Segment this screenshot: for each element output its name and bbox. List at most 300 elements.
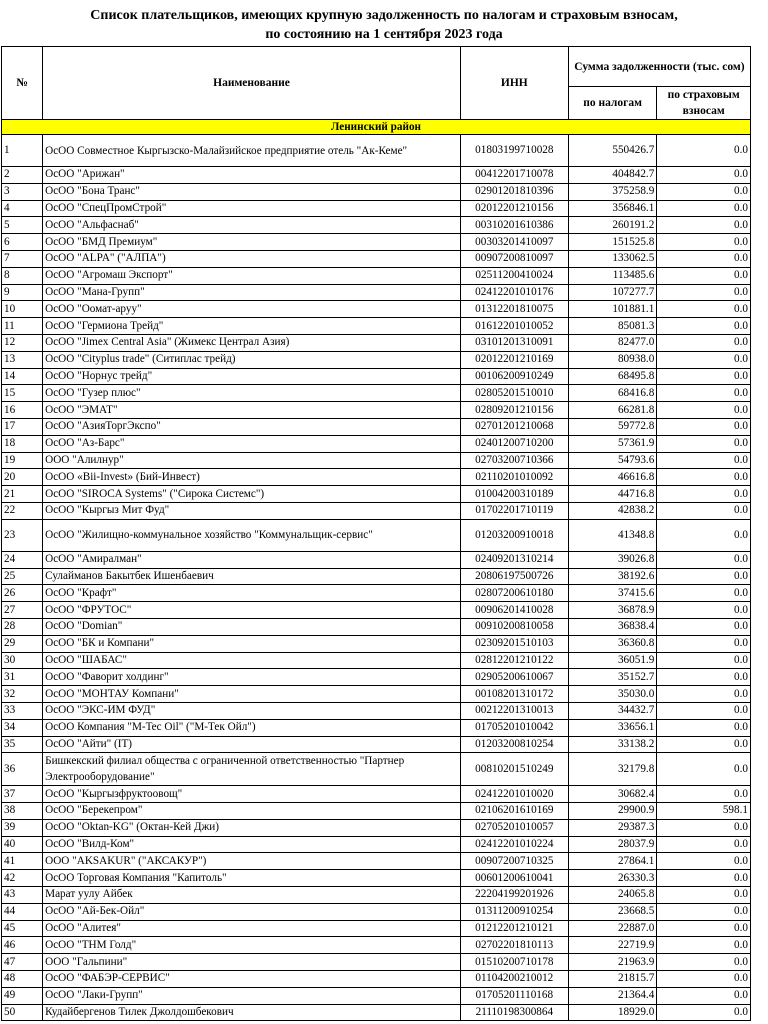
table-row (2, 652, 751, 669)
row-number: 36 (2, 753, 43, 786)
row-inn: 00412201710078 (460, 167, 568, 184)
row-name: ОсОО "Oktan-KG" (Октан-Кей Джи) (43, 819, 461, 836)
row-name: ОсОО "Фаворит холдинг" (43, 669, 461, 686)
row-inn: 02401200710200 (460, 435, 568, 452)
row-name: ОсОО "Jimex Central Asia" (Жимекс Централ Азия) (43, 334, 461, 351)
row-name: ОсОО "ШАБАС" (43, 652, 461, 669)
row-number: 50 (2, 1004, 43, 1021)
row-number: 28 (2, 618, 43, 635)
row-number: 16 (2, 402, 43, 419)
table-row (2, 385, 751, 402)
table-row (2, 435, 751, 452)
row-inn: 01311200910254 (460, 903, 568, 920)
row-inn: 02701201210068 (460, 418, 568, 435)
row-name: ОсОО "Арижан" (43, 167, 461, 184)
row-insurance-debt: 0.0 (657, 819, 751, 836)
row-inn: 00907200710325 (460, 853, 568, 870)
row-tax-debt: 29387.3 (568, 819, 656, 836)
row-number: 5 (2, 217, 43, 234)
header-num: № (2, 47, 43, 120)
table-row (2, 887, 751, 904)
row-name: ОсОО "Мана-Групп" (43, 284, 461, 301)
table-row (2, 903, 751, 920)
row-inn: 01705201110168 (460, 987, 568, 1004)
row-tax-debt: 80938.0 (568, 351, 656, 368)
row-insurance-debt: 0.0 (657, 903, 751, 920)
row-tax-debt: 36878.9 (568, 602, 656, 619)
table-row (2, 602, 751, 619)
table-row (2, 803, 751, 820)
row-tax-debt: 36360.8 (568, 635, 656, 652)
row-insurance-debt: 0.0 (657, 686, 751, 703)
row-tax-debt: 375258.9 (568, 183, 656, 200)
row-name: ОсОО "ТНМ Голд" (43, 937, 461, 954)
table-row (2, 418, 751, 435)
row-tax-debt: 36838.4 (568, 618, 656, 635)
row-inn: 02106201610169 (460, 803, 568, 820)
row-number: 33 (2, 702, 43, 719)
table-row (2, 971, 751, 988)
table-body (2, 120, 751, 1021)
row-number: 25 (2, 568, 43, 585)
row-insurance-debt: 0.0 (657, 652, 751, 669)
row-name: ОсОО Совместное Кыргызско-Малайзийское предприятие отель "Ак-Кеме" (43, 135, 461, 167)
row-number: 31 (2, 669, 43, 686)
row-insurance-debt: 0.0 (657, 585, 751, 602)
row-name: ОсОО "Лаки-Групп" (43, 987, 461, 1004)
row-tax-debt: 82477.0 (568, 334, 656, 351)
table-row (2, 167, 751, 184)
row-insurance-debt: 0.0 (657, 836, 751, 853)
row-tax-debt: 42838.2 (568, 502, 656, 519)
row-inn: 02412201010020 (460, 786, 568, 803)
row-inn: 00106200910249 (460, 368, 568, 385)
row-number: 35 (2, 736, 43, 753)
row-name: ОсОО "Cityplus trade" (Ситиплас трейд) (43, 351, 461, 368)
row-tax-debt: 33656.1 (568, 719, 656, 736)
row-tax-debt: 32179.8 (568, 753, 656, 786)
title-line-2: по состоянию на 1 сентября 2023 года (265, 27, 503, 42)
row-tax-debt: 101881.1 (568, 301, 656, 318)
row-tax-debt: 22887.0 (568, 920, 656, 937)
row-tax-debt: 28037.9 (568, 836, 656, 853)
row-tax-debt: 39026.8 (568, 551, 656, 568)
table-row (2, 486, 751, 503)
row-number: 7 (2, 250, 43, 267)
row-inn: 00212201310013 (460, 702, 568, 719)
table-row (2, 954, 751, 971)
title-line-1: Список плательщиков, имеющих крупную задолженность по налогам и страховым взносам, (90, 8, 678, 23)
row-number: 23 (2, 519, 43, 551)
row-name: ОсОО "Domian" (43, 618, 461, 635)
row-tax-debt: 107277.7 (568, 284, 656, 301)
row-name: ОсОО "Аз-Барс" (43, 435, 461, 452)
header-debt: Сумма задолженности (тыс. сом) (568, 47, 750, 87)
row-insurance-debt: 0.0 (657, 937, 751, 954)
row-number: 49 (2, 987, 43, 1004)
row-name: ОсОО "ФАБЭР-СЕРВИС" (43, 971, 461, 988)
row-insurance-debt: 0.0 (657, 368, 751, 385)
table-row (2, 920, 751, 937)
row-inn: 01004200310189 (460, 486, 568, 503)
row-tax-debt: 133062.5 (568, 250, 656, 267)
row-inn: 02110201010092 (460, 469, 568, 486)
row-tax-debt: 66281.8 (568, 402, 656, 419)
row-number: 20 (2, 469, 43, 486)
row-name: ОсОО "ALPA" ("АЛПА") (43, 250, 461, 267)
row-number: 19 (2, 452, 43, 469)
table-row (2, 853, 751, 870)
row-insurance-debt: 0.0 (657, 702, 751, 719)
row-tax-debt: 68495.8 (568, 368, 656, 385)
row-name: ОсОО "Альфаснаб" (43, 217, 461, 234)
row-inn: 00108201310172 (460, 686, 568, 703)
table-row (2, 301, 751, 318)
row-inn: 01203200810254 (460, 736, 568, 753)
row-name: ОсОО "АзияТоргЭкспо" (43, 418, 461, 435)
row-tax-debt: 29900.9 (568, 803, 656, 820)
row-number: 1 (2, 135, 43, 167)
row-insurance-debt: 0.0 (657, 519, 751, 551)
row-insurance-debt: 0.0 (657, 786, 751, 803)
row-insurance-debt: 0.0 (657, 267, 751, 284)
row-number: 21 (2, 486, 43, 503)
table-row (2, 217, 751, 234)
row-name: ОсОО Торговая Компания "Капитоль" (43, 870, 461, 887)
table-row (2, 200, 751, 217)
table-row (2, 234, 751, 251)
row-number: 40 (2, 836, 43, 853)
table-row (2, 568, 751, 585)
row-insurance-debt: 0.0 (657, 635, 751, 652)
row-name: ОсОО "SIROCA Systems" ("Сирока Системс") (43, 486, 461, 503)
table-row (2, 702, 751, 719)
row-tax-debt: 404842.7 (568, 167, 656, 184)
table-row (2, 267, 751, 284)
row-name: ОсОО "МОНТАУ Компани" (43, 686, 461, 703)
row-inn: 02705201010057 (460, 819, 568, 836)
row-name: ОсОО Компания "M-Tec Oil" ("М-Тек Ойл") (43, 719, 461, 736)
row-number: 14 (2, 368, 43, 385)
row-insurance-debt: 0.0 (657, 920, 751, 937)
row-insurance-debt: 0.0 (657, 234, 751, 251)
row-insurance-debt: 0.0 (657, 551, 751, 568)
row-name: ОсОО "Крафт" (43, 585, 461, 602)
table-row (2, 351, 751, 368)
row-tax-debt: 21815.7 (568, 971, 656, 988)
row-number: 10 (2, 301, 43, 318)
row-name: ОсОО "Жилищно-коммунальное хозяйство "Коммунальщик-сервис" (43, 519, 461, 551)
row-name: ОсОО "Алитея" (43, 920, 461, 937)
table-row (2, 753, 751, 786)
row-tax-debt: 36051.9 (568, 652, 656, 669)
row-inn: 02409201310214 (460, 551, 568, 568)
row-name: ОсОО «Bii-Invest» (Бий-Инвест) (43, 469, 461, 486)
row-insurance-debt: 0.0 (657, 987, 751, 1004)
row-name: ОсОО "Амиралман" (43, 551, 461, 568)
table-row (2, 334, 751, 351)
row-number: 22 (2, 502, 43, 519)
row-tax-debt: 27864.1 (568, 853, 656, 870)
row-name: ОсОО "Вилд-Ком" (43, 836, 461, 853)
row-insurance-debt: 0.0 (657, 167, 751, 184)
row-number: 12 (2, 334, 43, 351)
row-tax-debt: 35030.0 (568, 686, 656, 703)
table-row (2, 318, 751, 335)
table-row (2, 786, 751, 803)
row-insurance-debt: 0.0 (657, 719, 751, 736)
row-name: ООО "Гальпини" (43, 954, 461, 971)
row-insurance-debt: 0.0 (657, 853, 751, 870)
row-name: ОсОО "Гузер плюс" (43, 385, 461, 402)
row-inn: 01312201810075 (460, 301, 568, 318)
row-tax-debt: 37415.6 (568, 585, 656, 602)
row-number: 9 (2, 284, 43, 301)
row-inn: 02412201010224 (460, 836, 568, 853)
row-insurance-debt: 0.0 (657, 418, 751, 435)
row-number: 46 (2, 937, 43, 954)
row-inn: 00810201510249 (460, 753, 568, 786)
row-insurance-debt: 0.0 (657, 452, 751, 469)
row-number: 47 (2, 954, 43, 971)
row-number: 24 (2, 551, 43, 568)
row-insurance-debt: 598.1 (657, 803, 751, 820)
row-inn: 02901201810396 (460, 183, 568, 200)
row-tax-debt: 26330.3 (568, 870, 656, 887)
header-insurance: по страховым взносам (657, 87, 751, 120)
row-tax-debt: 38192.6 (568, 568, 656, 585)
row-tax-debt: 57361.9 (568, 435, 656, 452)
row-inn: 00906201410028 (460, 602, 568, 619)
row-name: ООО "AKSAKUR" ("АКСАКУР") (43, 853, 461, 870)
row-insurance-debt: 0.0 (657, 602, 751, 619)
row-name: ОсОО "Норнус трейд" (43, 368, 461, 385)
table-row (2, 469, 751, 486)
row-tax-debt: 21963.9 (568, 954, 656, 971)
row-insurance-debt: 0.0 (657, 402, 751, 419)
row-number: 15 (2, 385, 43, 402)
row-number: 8 (2, 267, 43, 284)
table-row (2, 836, 751, 853)
row-tax-debt: 23668.5 (568, 903, 656, 920)
row-insurance-debt: 0.0 (657, 1004, 751, 1021)
row-insurance-debt: 0.0 (657, 568, 751, 585)
row-tax-debt: 22719.9 (568, 937, 656, 954)
table-row (2, 987, 751, 1004)
table-header (2, 47, 751, 120)
table-row (2, 519, 751, 551)
row-inn: 01705201010042 (460, 719, 568, 736)
row-insurance-debt: 0.0 (657, 669, 751, 686)
row-tax-debt: 113485.6 (568, 267, 656, 284)
row-number: 44 (2, 903, 43, 920)
row-name: ОсОО "Кыргыз Мит Фуд" (43, 502, 461, 519)
row-number: 41 (2, 853, 43, 870)
row-name: ООО "Алилнур" (43, 452, 461, 469)
row-insurance-debt: 0.0 (657, 135, 751, 167)
district-row (2, 120, 751, 135)
row-insurance-debt: 0.0 (657, 351, 751, 368)
row-insurance-debt: 0.0 (657, 250, 751, 267)
row-number: 45 (2, 920, 43, 937)
row-insurance-debt: 0.0 (657, 887, 751, 904)
row-number: 43 (2, 887, 43, 904)
row-number: 3 (2, 183, 43, 200)
row-insurance-debt: 0.0 (657, 736, 751, 753)
table-row (2, 719, 751, 736)
row-insurance-debt: 0.0 (657, 301, 751, 318)
row-inn: 22204199201926 (460, 887, 568, 904)
table-row (2, 819, 751, 836)
row-inn: 01212201210121 (460, 920, 568, 937)
row-inn: 02309201510103 (460, 635, 568, 652)
row-insurance-debt: 0.0 (657, 954, 751, 971)
document-title (0, 0, 768, 46)
debtors-table (1, 46, 751, 1021)
row-number: 37 (2, 786, 43, 803)
row-name: ОсОО "СпецПромСтрой" (43, 200, 461, 217)
row-number: 48 (2, 971, 43, 988)
table-row (2, 551, 751, 568)
row-inn: 00910200810058 (460, 618, 568, 635)
row-tax-debt: 54793.6 (568, 452, 656, 469)
row-tax-debt: 356846.1 (568, 200, 656, 217)
row-inn: 03101201310091 (460, 334, 568, 351)
row-number: 32 (2, 686, 43, 703)
row-name: ОсОО "ЭМАТ" (43, 402, 461, 419)
row-number: 18 (2, 435, 43, 452)
row-number: 26 (2, 585, 43, 602)
row-name: ОсОО "Оомат-аруу" (43, 301, 461, 318)
row-inn: 01104200210012 (460, 971, 568, 988)
row-number: 17 (2, 418, 43, 435)
row-insurance-debt: 0.0 (657, 217, 751, 234)
row-name: ОсОО "БМД Премиум" (43, 234, 461, 251)
row-number: 13 (2, 351, 43, 368)
row-number: 2 (2, 167, 43, 184)
row-inn: 01203200910018 (460, 519, 568, 551)
row-number: 4 (2, 200, 43, 217)
row-name: Бишкекский филиал общества с ограниченной ответственностью "Партнер Электрооборудование" (43, 753, 461, 786)
row-tax-debt: 260191.2 (568, 217, 656, 234)
table-row (2, 402, 751, 419)
row-tax-debt: 151525.8 (568, 234, 656, 251)
table-row (2, 183, 751, 200)
row-insurance-debt: 0.0 (657, 469, 751, 486)
row-insurance-debt: 0.0 (657, 334, 751, 351)
row-name: ОсОО "Бона Транс" (43, 183, 461, 200)
row-inn: 01803199710028 (460, 135, 568, 167)
row-inn: 02807200610180 (460, 585, 568, 602)
row-name: Марат уулу Айбек (43, 887, 461, 904)
table-row (2, 618, 751, 635)
row-name: ОсОО "Берекепром" (43, 803, 461, 820)
row-inn: 02511200410024 (460, 267, 568, 284)
row-insurance-debt: 0.0 (657, 385, 751, 402)
row-number: 30 (2, 652, 43, 669)
table-row (2, 870, 751, 887)
row-insurance-debt: 0.0 (657, 318, 751, 335)
row-insurance-debt: 0.0 (657, 502, 751, 519)
row-tax-debt: 59772.8 (568, 418, 656, 435)
row-name: ОсОО "Кыргызфруктоовощ" (43, 786, 461, 803)
row-tax-debt: 44716.8 (568, 486, 656, 503)
row-name: ОсОО "ЭКС-ИМ ФУД" (43, 702, 461, 719)
row-name: ОсОО "ФРУТОС" (43, 602, 461, 619)
row-inn: 02702201810113 (460, 937, 568, 954)
row-tax-debt: 33138.2 (568, 736, 656, 753)
row-number: 27 (2, 602, 43, 619)
table-row (2, 669, 751, 686)
row-inn: 00303201410097 (460, 234, 568, 251)
row-number: 6 (2, 234, 43, 251)
row-inn: 02905200610067 (460, 669, 568, 686)
header-tax: по налогам (568, 87, 656, 120)
row-tax-debt: 46616.8 (568, 469, 656, 486)
row-name: Кудайбергенов Тилек Джолдошбекович (43, 1004, 461, 1021)
row-number: 29 (2, 635, 43, 652)
row-inn: 00907200810097 (460, 250, 568, 267)
table-row (2, 250, 751, 267)
table-row (2, 135, 751, 167)
row-number: 38 (2, 803, 43, 820)
row-inn: 21110198300864 (460, 1004, 568, 1021)
row-insurance-debt: 0.0 (657, 183, 751, 200)
table-row (2, 635, 751, 652)
header-inn: ИНН (460, 47, 568, 120)
row-tax-debt: 21364.4 (568, 987, 656, 1004)
row-name: ОсОО "БК и Компани" (43, 635, 461, 652)
row-number: 34 (2, 719, 43, 736)
row-insurance-debt: 0.0 (657, 284, 751, 301)
row-inn: 02703200710366 (460, 452, 568, 469)
row-tax-debt: 18929.0 (568, 1004, 656, 1021)
row-tax-debt: 68416.8 (568, 385, 656, 402)
row-tax-debt: 41348.8 (568, 519, 656, 551)
table-row (2, 284, 751, 301)
table-row (2, 452, 751, 469)
table-row (2, 1004, 751, 1021)
district-label: Ленинский район (2, 120, 751, 135)
row-name: ОсОО "Ай-Бек-Ойл" (43, 903, 461, 920)
row-insurance-debt: 0.0 (657, 870, 751, 887)
row-insurance-debt: 0.0 (657, 200, 751, 217)
table-row (2, 368, 751, 385)
row-number: 42 (2, 870, 43, 887)
row-inn: 02809201210156 (460, 402, 568, 419)
row-inn: 20806197500726 (460, 568, 568, 585)
row-name: ОсОО "Агромаш Экспорт" (43, 267, 461, 284)
row-tax-debt: 85081.3 (568, 318, 656, 335)
table-row (2, 937, 751, 954)
row-inn: 02805201510010 (460, 385, 568, 402)
row-insurance-debt: 0.0 (657, 618, 751, 635)
table-row (2, 686, 751, 703)
row-tax-debt: 550426.7 (568, 135, 656, 167)
row-tax-debt: 24065.8 (568, 887, 656, 904)
row-inn: 02012201210169 (460, 351, 568, 368)
row-tax-debt: 35152.7 (568, 669, 656, 686)
header-name: Наименование (43, 47, 461, 120)
row-name: Сулайманов Бакытбек Ишенбаевич (43, 568, 461, 585)
row-inn: 02012201210156 (460, 200, 568, 217)
table-row (2, 585, 751, 602)
row-inn: 01702201710119 (460, 502, 568, 519)
row-name: ОсОО "Гермиона Трейд" (43, 318, 461, 335)
row-name: ОсОО "Айти" (IT) (43, 736, 461, 753)
row-insurance-debt: 0.0 (657, 971, 751, 988)
row-insurance-debt: 0.0 (657, 435, 751, 452)
